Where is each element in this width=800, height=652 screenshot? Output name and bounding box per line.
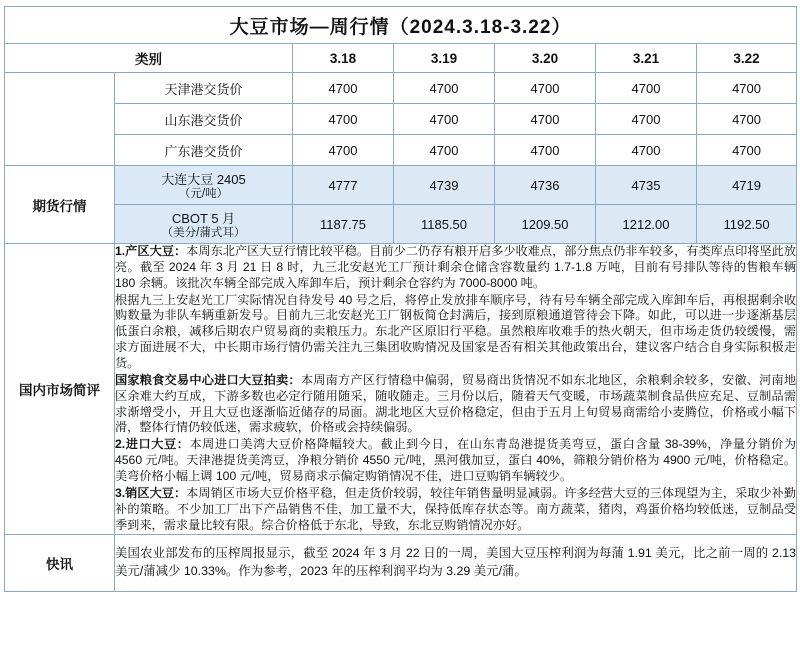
cell-shandong-319: 4700: [394, 104, 495, 135]
table-row: [5, 104, 797, 135]
cell-tianjin-322: 4700: [697, 73, 797, 104]
commentary-paragraph: [115, 244, 796, 292]
row-label-tianjin-port: 天津港交货价: [115, 73, 293, 104]
cell-shandong-322: 4700: [697, 104, 797, 135]
table-title-row: [5, 7, 797, 44]
cell-shandong-321: 4700: [596, 104, 697, 135]
column-header-category: 类别: [5, 44, 293, 73]
commentary-lead: 3.销区大豆：: [115, 485, 187, 500]
cell-guangdong-322: 4700: [697, 135, 797, 166]
sheet-footer: [4, 592, 796, 600]
commentary-lead: 1.产区大豆：: [115, 244, 187, 258]
column-header-date-4: 3.21: [596, 44, 697, 73]
cell-dce-322: 4719: [697, 166, 797, 205]
column-header-date-5: 3.22: [697, 44, 797, 73]
row-label-shandong-port: 山东港交货价: [115, 104, 293, 135]
cell-cbot-320: 1209.50: [495, 205, 596, 244]
commentary-text: 本周南方产区行情稳中偏弱，贸易商出货情况不如东北地区，余粮剩余较多，安徽、河南地区余难大约互成，下游多数也必定行随用随采，随收随走。三月份以后，随着天气变暖，市场蔬菜制食品供应充足、豆制品需求渐增受小，开且大豆也逐渐临近储存的局面。湖北地区大豆价格稳定，但由于五月上旬贸易商需给小麦腾位，价格或小幅下滑，整体行情仍较低迷，需求疲软，价格或会持续偏弱。: [115, 372, 797, 435]
commentary-text: 本周进口美湾大豆价格降幅较大。截止到今日，在山东青岛港提货美弯豆，蛋白含量 38-39%，净量分销价为 4560 元/吨。天津港提货美湾豆，净粮分销价 4550 元/吨，黑河俄加豆，蛋白 40%，筛粮分销价格为 4900 元/吨，价格稳定。美弯价格小幅上调 100 元/吨，贸易商求示偏定购销情况不佳，进口豆购销车辆较少。: [115, 437, 797, 484]
row-label-cbot-may: [115, 205, 293, 244]
column-header-date-1: 3.18: [293, 44, 394, 73]
cell-tianjin-321: 4700: [596, 73, 697, 104]
commentary-paragraph: [115, 293, 796, 372]
cell-cbot-318: 1187.75: [293, 205, 394, 244]
column-header-date-3: 3.20: [495, 44, 596, 73]
cell-dce-319: 4739: [394, 166, 495, 205]
row-label-line2: （美分/蒲式耳）: [161, 226, 246, 239]
soybean-market-table: [4, 6, 797, 592]
domestic-market-commentary: [115, 244, 797, 535]
table-row: [5, 73, 797, 104]
commentary-text: 本周销区市场大豆价格平稳，但走货价较弱，较往年销售量明显减弱。许多经营大豆的三体现望为主，采取少补勤补的策略。不少加工厂出下产品销售不佳，加工量不大，保持低库存状态等。南方蔬菜，猪肉，鸡蛋价格均较低迷，豆制品受季到来，需求量比较有限。综合价格低于东北，导致，东北豆购销情况亦好。: [115, 485, 797, 532]
commentary-lead: 2.进口大豆：: [115, 437, 190, 452]
table-row: [5, 135, 797, 166]
cell-tianjin-318: 4700: [293, 73, 394, 104]
table-row: [5, 166, 797, 205]
news-text: 美国农业部发布的压榨周报显示，截至 2024 年 3 月 22 日的一周，美国大豆压榨利润为每蒲 1.91 美元，比之前一周的 2.13 美元/蒲减少 10.33%。作为参考，2023 年的压榨利润平均为 3.29 美元/蒲。: [115, 535, 797, 592]
commentary-paragraph: [115, 437, 796, 485]
cell-cbot-319: 1185.50: [394, 205, 495, 244]
page-title: 大豆市场—周行情（2024.3.18-3.22）: [5, 7, 797, 44]
cell-dce-320: 4736: [495, 166, 596, 205]
commentary-paragraph: [115, 486, 796, 534]
commentary-paragraph: [115, 373, 796, 436]
cell-guangdong-320: 4700: [495, 135, 596, 166]
column-header-date-2: 3.19: [394, 44, 495, 73]
row-label-line1: CBOT 5 月: [171, 210, 236, 226]
row-label-dce-soybean-2405: [115, 166, 293, 205]
cell-guangdong-319: 4700: [394, 135, 495, 166]
cell-tianjin-320: 4700: [495, 73, 596, 104]
row-label-line1: 大连大豆 2405: [161, 171, 246, 187]
commentary-row: [5, 244, 797, 535]
table-header-row: [5, 44, 797, 73]
cell-dce-318: 4777: [293, 166, 394, 205]
row-label-line2: （元/吨）: [178, 187, 229, 200]
commentary-lead: 国家粮食交易中心进口大豆拍卖：: [115, 372, 301, 387]
cell-dce-321: 4735: [596, 166, 697, 205]
cell-guangdong-321: 4700: [596, 135, 697, 166]
table-row: [5, 205, 797, 244]
section-label-domestic-commentary: 国内市场简评: [5, 244, 115, 535]
commentary-text: 本周东北产区大豆行情比较平稳。目前少二仍存有粮开启多少收难点，部分焦点仍非车较多，有类库点印将坚此放亮。截至 2024 年 3 月 21 日 8 时，九三北安赵光工厂预计剩余仓储含容数量约 1.7-1.8 万吨，目前有号排队等待的售粮车辆 180 余辆。该批次车辆全部完成入库卸车后，预计剩余仓容约为 7000-8000 吨。: [115, 244, 797, 290]
cell-guangdong-318: 4700: [293, 135, 394, 166]
cell-shandong-320: 4700: [495, 104, 596, 135]
commentary-text: 根据九三上安赵光工厂实际情况自待发号 40 号之后，将停止发放排车顺序号，待有号车辆全部完成入库卸车后，再根据剩余收购数量为非队车辆重新发号。目前九三北安赵光工厂钢板简仓封满后，接到原粮通道管待会下降。如此，可以进一步逐渐基层低蛋白余粮，减移后期农户贸易商的卖粮压力。东北产区原旧行平稳。虽然粮库收难手的热火朝天，但市场走货仍较缓慢，需求方面进展不大，中长期市场行情仍需关注九三集团收购情况及国家是否有相关其他政策出台，建议客户结合自身实际积极走货。: [115, 292, 797, 371]
row-label-guangdong-port: 广东港交货价: [115, 135, 293, 166]
news-row: [5, 535, 797, 592]
cell-cbot-322: 1192.50: [697, 205, 797, 244]
section-label-news: 快讯: [5, 535, 115, 592]
cell-tianjin-319: 4700: [394, 73, 495, 104]
cell-cbot-321: 1212.00: [596, 205, 697, 244]
group-label-spot: [5, 73, 115, 166]
group-label-futures: 期货行情: [5, 166, 115, 244]
cell-shandong-318: 4700: [293, 104, 394, 135]
